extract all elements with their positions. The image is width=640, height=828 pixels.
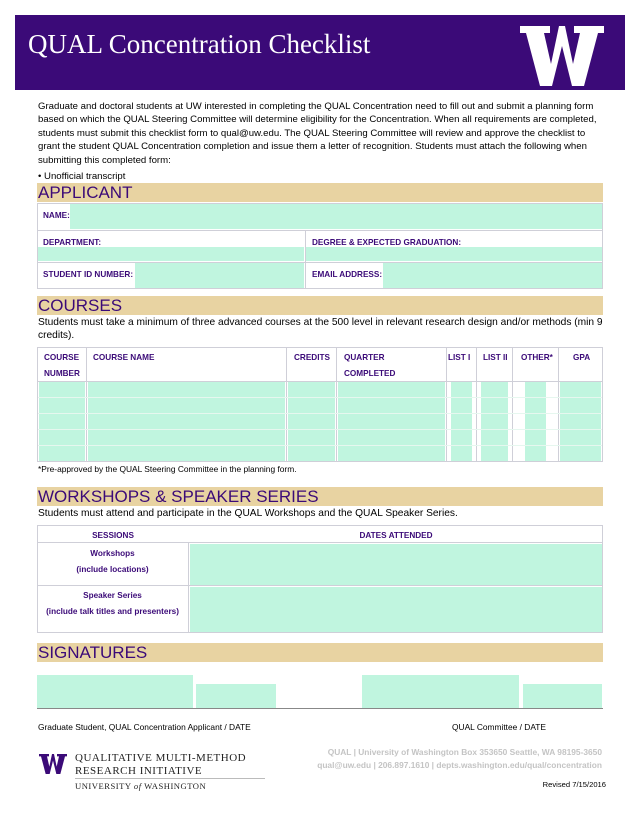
student-id-field[interactable] bbox=[135, 263, 304, 288]
list2-header: LIST II bbox=[483, 353, 508, 362]
divider bbox=[38, 413, 602, 414]
workshops-dates-field[interactable] bbox=[190, 544, 602, 585]
attachment-bullet bbox=[38, 171, 125, 182]
logo-line1: QUALITATIVE MULTI-METHOD bbox=[75, 752, 247, 764]
course-cell-field[interactable] bbox=[560, 414, 601, 429]
course-cell-field[interactable] bbox=[481, 430, 508, 445]
course-cell-field[interactable] bbox=[288, 446, 335, 461]
workshops-row-hint: (include locations) bbox=[76, 565, 149, 574]
courses-section-bar bbox=[37, 296, 603, 315]
uw-w-logo-icon bbox=[520, 26, 604, 86]
credits-header: CREDITS bbox=[294, 353, 330, 362]
course-cell-field[interactable] bbox=[288, 398, 335, 413]
speaker-series-row-hint: (include talk titles and presenters) bbox=[46, 607, 179, 616]
course-cell-field[interactable] bbox=[451, 446, 472, 461]
signatures-section-title: SIGNATURES bbox=[38, 643, 148, 662]
email-field[interactable] bbox=[383, 263, 602, 288]
course-cell-field[interactable] bbox=[560, 398, 601, 413]
course-cell-field[interactable] bbox=[525, 382, 546, 397]
degree-field[interactable] bbox=[306, 247, 602, 261]
course-cell-field[interactable] bbox=[88, 430, 285, 445]
degree-label: DEGREE & EXPECTED GRADUATION: bbox=[312, 238, 462, 247]
committee-signature-field[interactable] bbox=[362, 675, 519, 708]
divider bbox=[37, 542, 603, 543]
page-title: QUAL Concentration Checklist bbox=[28, 29, 371, 59]
course-cell-field[interactable] bbox=[481, 382, 508, 397]
uw-w-small-icon bbox=[38, 754, 68, 774]
committee-signature-caption: QUAL Committee / DATE bbox=[452, 722, 547, 732]
course-cell-field[interactable] bbox=[288, 414, 335, 429]
course-cell-field[interactable] bbox=[39, 430, 85, 445]
quarter-header-line2: COMPLETED bbox=[344, 369, 396, 378]
course-cell-field[interactable] bbox=[288, 382, 335, 397]
course-cell-field[interactable] bbox=[560, 446, 601, 461]
course-cell-field[interactable] bbox=[451, 398, 472, 413]
footer-address: QUAL | University of Washington Box 353650 Seattle, WA 98195-3650 bbox=[327, 747, 602, 757]
applicant-section-bar bbox=[37, 183, 603, 202]
bullet-dot-icon: • bbox=[38, 171, 42, 182]
courses-table bbox=[37, 347, 603, 462]
course-cell-field[interactable] bbox=[525, 414, 546, 429]
speaker-series-dates-field[interactable] bbox=[190, 587, 602, 632]
student-date-field[interactable] bbox=[196, 684, 276, 708]
course-cell-field[interactable] bbox=[39, 446, 85, 461]
course-cell-field[interactable] bbox=[560, 382, 601, 397]
courses-footnote: *Pre-approved by the QUAL Steering Committee in the planning form. bbox=[38, 464, 297, 474]
divider bbox=[38, 445, 602, 446]
course-cell-field[interactable] bbox=[525, 446, 546, 461]
department-field[interactable] bbox=[38, 247, 304, 261]
divider bbox=[38, 429, 602, 430]
course-cell-field[interactable] bbox=[525, 398, 546, 413]
course-number-header: COURSE bbox=[44, 353, 80, 362]
course-cell-field[interactable] bbox=[338, 414, 445, 429]
committee-signature-line bbox=[362, 708, 603, 709]
course-cell-field[interactable] bbox=[88, 446, 285, 461]
course-cell-field[interactable] bbox=[39, 382, 85, 397]
course-cell-field[interactable] bbox=[338, 446, 445, 461]
course-cell-field[interactable] bbox=[88, 398, 285, 413]
divider bbox=[37, 585, 603, 586]
course-cell-field[interactable] bbox=[451, 414, 472, 429]
bullet-text: Unofficial transcript bbox=[44, 171, 126, 182]
student-signature-caption: Graduate Student, QUAL Concentration Applicant / DATE bbox=[38, 722, 251, 732]
course-cell-field[interactable] bbox=[481, 414, 508, 429]
footer-links: qual@uw.edu | 206.897.1610 | depts.washington.edu/qual/concentration bbox=[317, 759, 602, 770]
course-cell-field[interactable] bbox=[338, 430, 445, 445]
name-label: NAME: bbox=[43, 211, 70, 220]
logo-divider bbox=[75, 778, 265, 779]
email-label: EMAIL ADDRESS: bbox=[312, 270, 383, 279]
course-cell-field[interactable] bbox=[88, 414, 285, 429]
header-banner bbox=[15, 15, 625, 90]
logo-university: UNIVERSITY of WASHINGTON bbox=[75, 781, 207, 791]
name-field[interactable] bbox=[70, 204, 602, 229]
student-signature-line bbox=[37, 708, 362, 709]
applicant-section-title: APPLICANT bbox=[38, 183, 133, 202]
workshops-section-bar bbox=[37, 487, 603, 506]
divider bbox=[38, 397, 602, 398]
course-cell-field[interactable] bbox=[525, 430, 546, 445]
logo-line2: RESEARCH INITIATIVE bbox=[75, 765, 203, 777]
workshops-section-title: WORKSHOPS & SPEAKER SERIES bbox=[38, 487, 319, 506]
course-cell-field[interactable] bbox=[451, 430, 472, 445]
workshops-subtitle: Students must attend and participate in the QUAL Workshops and the QUAL Speaker Series. bbox=[38, 508, 458, 519]
course-cell-field[interactable] bbox=[39, 414, 85, 429]
course-name-header: COURSE NAME bbox=[93, 353, 155, 362]
list1-header: LIST I bbox=[448, 353, 471, 362]
course-cell-field[interactable] bbox=[451, 382, 472, 397]
workshops-row-label: Workshops bbox=[90, 549, 135, 558]
department-label: DEPARTMENT: bbox=[43, 238, 102, 247]
sessions-header: SESSIONS bbox=[92, 531, 134, 540]
student-signature-field[interactable] bbox=[37, 675, 193, 708]
intro-paragraph: Graduate and doctoral students at UW interested in completing the QUAL Concentration need to fill out and submit a planning form based on which the QUAL Steering Committee will determine eligibility for the Concentration. When all requirements are completed, students must submit this checklist form to qual@uw.edu. The QUAL Steering Committee will review and approve the checklist to grant the student QUAL Concentration completion and issue them a letter of recognition. Students must attach the following when submitting this completed form: bbox=[38, 101, 597, 166]
signatures-section-bar bbox=[37, 643, 603, 662]
committee-date-field[interactable] bbox=[523, 684, 602, 708]
footer-contact bbox=[317, 746, 602, 771]
course-cell-field[interactable] bbox=[560, 430, 601, 445]
course-cell-field[interactable] bbox=[481, 446, 508, 461]
revised-date: Revised 7/15/2016 bbox=[542, 780, 606, 789]
course-cell-field[interactable] bbox=[288, 430, 335, 445]
student-id-label: STUDENT ID NUMBER: bbox=[43, 270, 134, 279]
course-cell-field[interactable] bbox=[338, 382, 445, 397]
other-header: OTHER* bbox=[521, 353, 553, 362]
course-cell-field[interactable] bbox=[338, 398, 445, 413]
divider bbox=[188, 542, 189, 633]
courses-section-title: COURSES bbox=[38, 296, 123, 315]
courses-subtitle: Students must take a minimum of three advanced courses at the 500 level in relevant research design and/or methods (min 9 credits). bbox=[38, 317, 603, 341]
course-cell-field[interactable] bbox=[88, 382, 285, 397]
divider bbox=[37, 230, 603, 231]
quarter-header: QUARTER bbox=[344, 353, 385, 362]
course-cell-field[interactable] bbox=[481, 398, 508, 413]
speaker-series-row-label: Speaker Series bbox=[83, 591, 142, 600]
course-number-header-line2: NUMBER bbox=[44, 369, 80, 378]
dates-attended-header: DATES ATTENDED bbox=[359, 531, 433, 540]
gpa-header: GPA bbox=[573, 353, 591, 362]
course-cell-field[interactable] bbox=[39, 398, 85, 413]
